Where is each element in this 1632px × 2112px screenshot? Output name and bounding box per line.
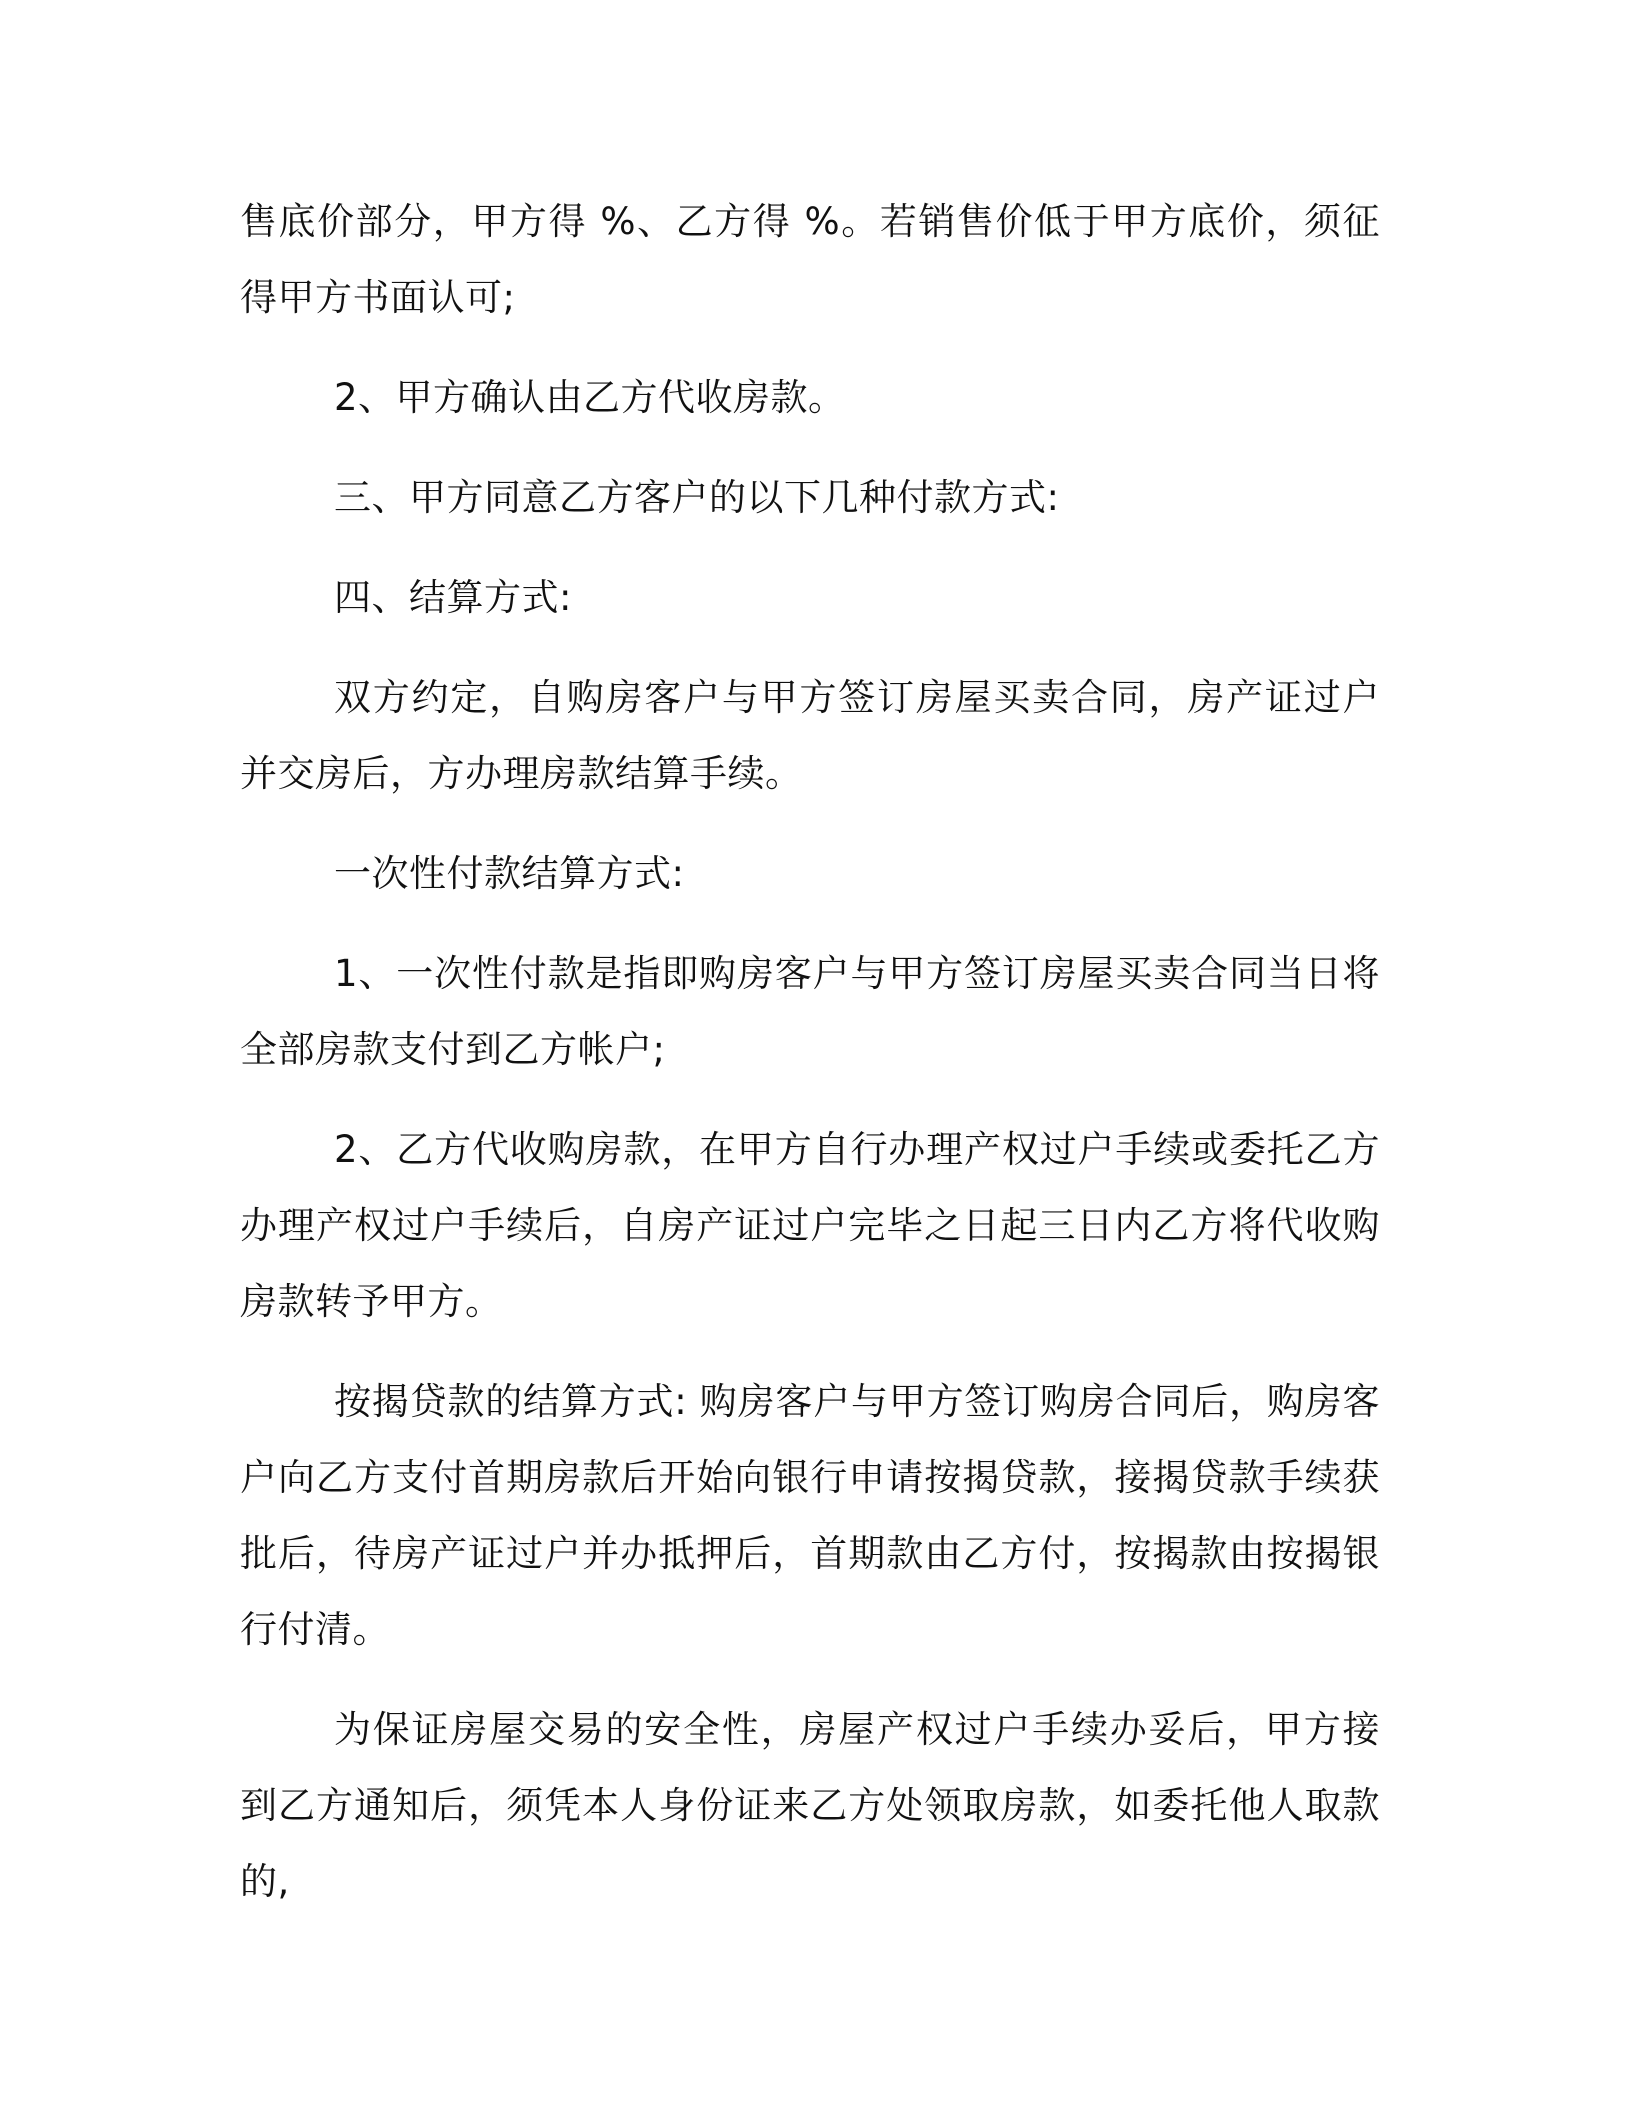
paragraph-9: 按揭贷款的结算方式: 购房客户与甲方签订购房合同后，购房客户向乙方支付首期房款后开始向银行申请按揭贷款，接揭贷款手续获批后，待房产证过户并办抵押后，首期款由乙方付，按揭款由按揭银行付清。	[240, 1380, 1380, 1651]
paragraph-3: 三、甲方同意乙方客户的以下几种付款方式:	[334, 476, 1060, 519]
paragraph-2: 2、甲方确认由乙方代收房款。	[334, 376, 846, 419]
document-body	[240, 184, 1380, 1944]
paragraph-10: 为保证房屋交易的安全性，房屋产权过户手续办妥后，甲方接到乙方通知后，须凭本人身份证来乙方处领取房款，如委托他人取款的,	[240, 1708, 1380, 1903]
paragraph-5: 双方约定，自购房客户与甲方签订房屋买卖合同，房产证过户并交房后，方办理房款结算手续。	[240, 676, 1380, 795]
paragraph-7: 1、一次性付款是指即购房客户与甲方签订房屋买卖合同当日将全部房款支付到乙方帐户;	[240, 952, 1380, 1071]
paragraph-6: 一次性付款结算方式:	[334, 852, 685, 895]
paragraph-1: 售底价部分，甲方得 %、乙方得 %。若销售价低于甲方底价，须征得甲方书面认可;	[240, 200, 1380, 319]
paragraph-8: 2、乙方代收购房款，在甲方自行办理产权过户手续或委托乙方办理产权过户手续后，自房产证过户完毕之日起三日内乙方将代收购房款转予甲方。	[240, 1128, 1380, 1323]
paragraph-4: 四、结算方式:	[334, 576, 572, 619]
